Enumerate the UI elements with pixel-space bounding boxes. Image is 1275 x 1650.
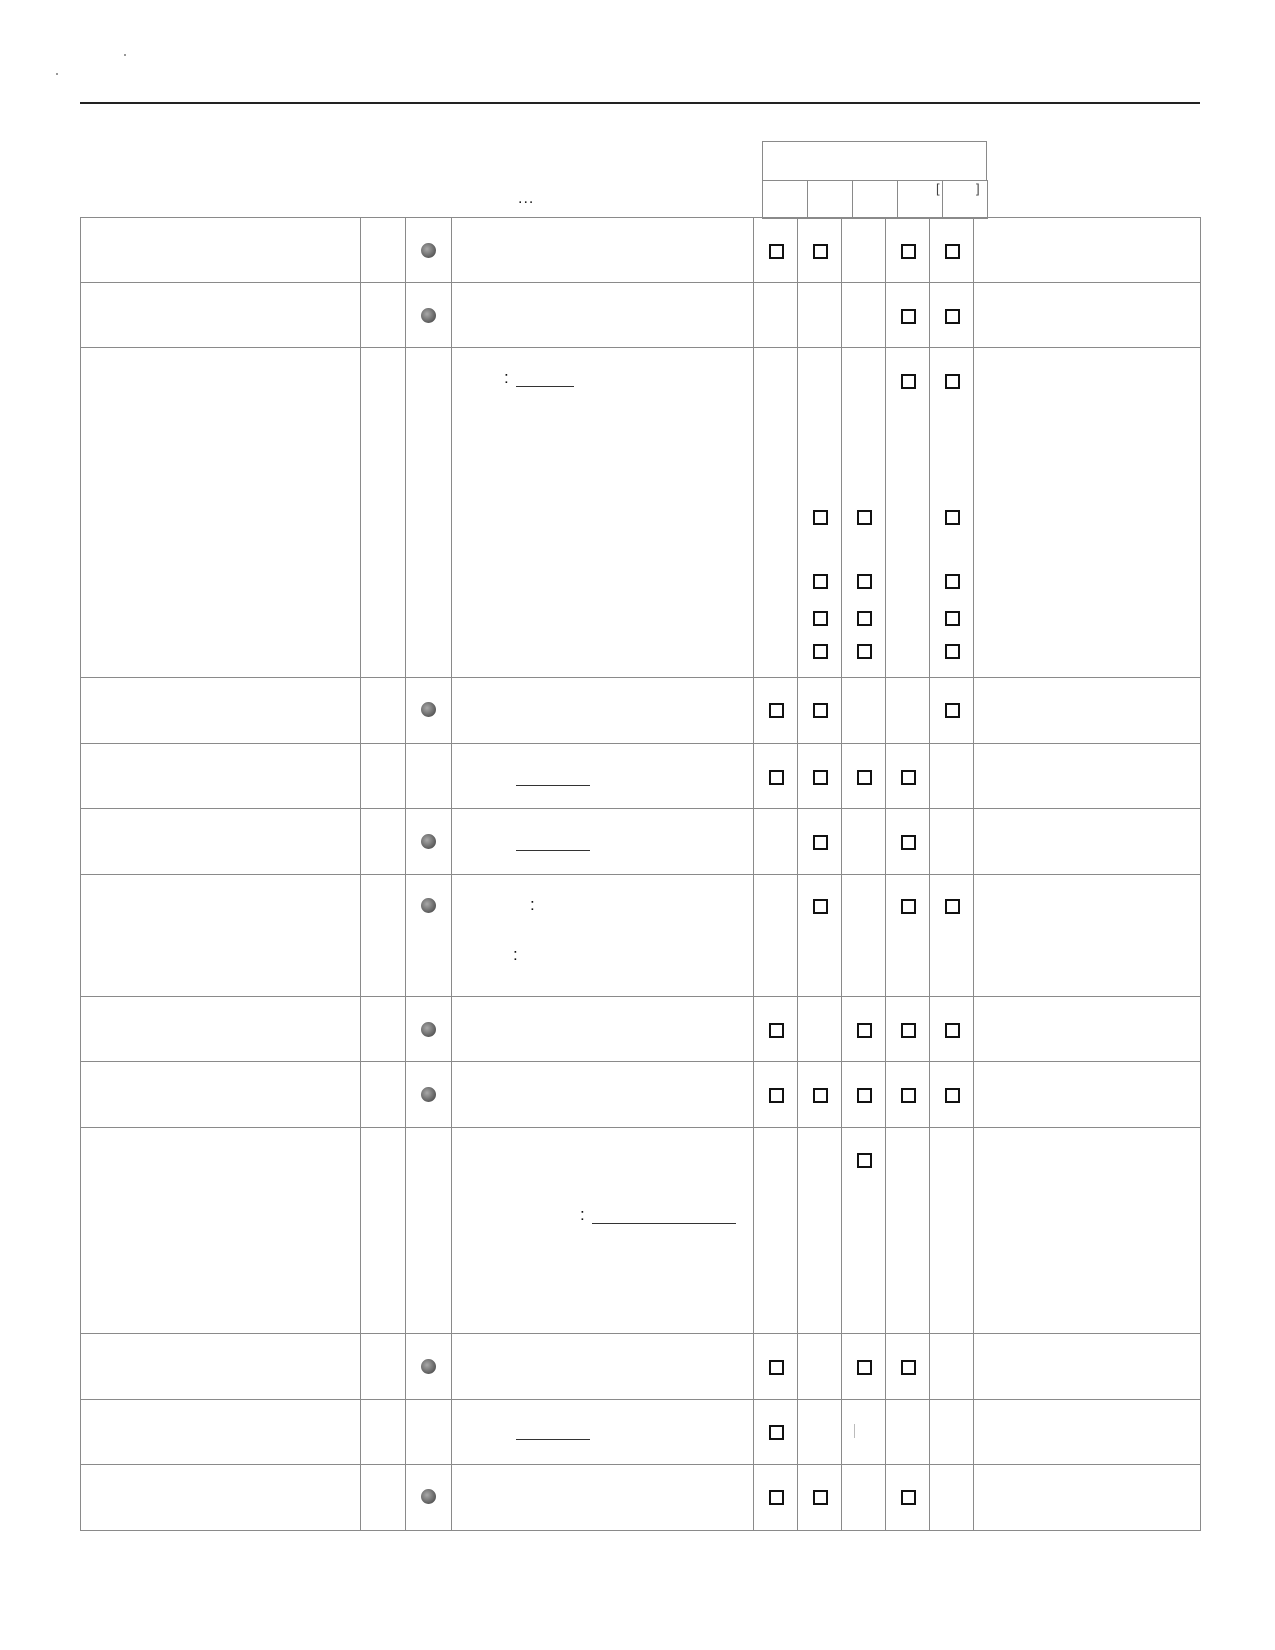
bracket-mark: ] [976,181,980,196]
checkbox[interactable] [857,1360,872,1375]
checkbox[interactable] [769,703,784,718]
code-cell [361,1062,406,1128]
checkbox[interactable] [901,1490,916,1505]
bracket-mark: [ [936,181,940,196]
checkbox[interactable] [901,309,916,324]
checkbox[interactable] [945,703,960,718]
checkbox[interactable] [769,770,784,785]
header-ellipsis: ... [518,190,535,207]
checkbox[interactable] [813,574,828,589]
comments-cell [974,875,1201,997]
status-dot [421,1359,436,1374]
code-cell [361,744,406,809]
checkbox[interactable] [769,1425,784,1440]
fill-in-line[interactable] [516,785,590,786]
code-cell [361,348,406,678]
checkbox[interactable] [945,611,960,626]
details-cell [452,1128,754,1334]
details-cell [452,1465,754,1531]
column-group-header [762,141,987,181]
status-cell [406,1334,452,1400]
checklist-table [80,217,1201,1531]
code-cell [361,1400,406,1465]
status-cell [406,283,452,348]
status-cell [406,678,452,744]
checkbox[interactable] [945,644,960,659]
column-header [943,181,988,219]
code-cell [361,997,406,1062]
field-colon: : [513,945,518,964]
checkbox[interactable] [813,611,828,626]
checkbox[interactable] [945,1023,960,1038]
checkbox[interactable] [901,899,916,914]
item-name-cell [81,1400,361,1465]
comments-cell [974,1334,1201,1400]
details-cell [452,283,754,348]
comments-cell [974,218,1201,283]
code-cell [361,1465,406,1531]
details-cell [452,1062,754,1128]
checkbox[interactable] [901,1088,916,1103]
status-dot [421,1022,436,1037]
scan-speck [56,73,58,75]
checkbox[interactable] [857,770,872,785]
item-name-cell [81,348,361,678]
checkbox[interactable] [813,1088,828,1103]
checkbox[interactable] [901,374,916,389]
status-dot [421,834,436,849]
scan-speck [124,54,126,56]
checkbox-column-headers [762,180,988,219]
status-cell [406,1062,452,1128]
field-colon: : [530,895,535,914]
comments-cell [974,1400,1201,1465]
checkbox[interactable] [857,644,872,659]
status-dot [421,898,436,913]
comments-cell [974,1128,1201,1334]
table-row [81,283,1201,348]
code-cell [361,1334,406,1400]
item-name-cell [81,997,361,1062]
checkbox[interactable] [857,1088,872,1103]
details-cell [452,809,754,875]
field-colon: : [504,368,509,387]
checkbox[interactable] [945,899,960,914]
comments-cell [974,809,1201,875]
checkbox[interactable] [857,1153,872,1168]
item-name-cell [81,218,361,283]
checkbox[interactable] [769,244,784,259]
checkbox[interactable] [813,510,828,525]
checkbox[interactable] [945,244,960,259]
checkbox[interactable] [813,1490,828,1505]
comments-cell [974,1465,1201,1531]
item-name-cell [81,1334,361,1400]
item-name-cell [81,809,361,875]
fill-in-line[interactable] [516,1439,590,1440]
checkbox[interactable] [813,244,828,259]
code-cell [361,678,406,744]
status-cell [406,1465,452,1531]
details-cell [452,997,754,1062]
checkbox[interactable] [857,611,872,626]
checkbox[interactable] [945,574,960,589]
details-cell [452,218,754,283]
table-row [81,809,1201,875]
checkbox[interactable] [769,1023,784,1038]
comments-cell [974,348,1201,678]
comments-cell [974,744,1201,809]
status-dot [421,1087,436,1102]
table-row [81,1334,1201,1400]
faint-mark [854,1424,855,1438]
table-row [81,1465,1201,1531]
table-row [81,875,1201,997]
status-dot [421,308,436,323]
checkbox[interactable] [945,510,960,525]
status-cell [406,997,452,1062]
status-cell [406,809,452,875]
details-cell [452,348,754,678]
checkbox[interactable] [901,835,916,850]
field-colon: : [580,1205,585,1224]
column-header [763,181,808,219]
status-dot [421,702,436,717]
checkbox[interactable] [901,770,916,785]
column-header [853,181,898,219]
item-name-cell [81,1062,361,1128]
details-cell [452,1400,754,1465]
table-row [81,218,1201,283]
item-name-cell [81,283,361,348]
item-name-cell [81,744,361,809]
checkbox[interactable] [945,1088,960,1103]
details-cell [452,875,754,997]
table-row [81,348,1201,678]
code-cell [361,283,406,348]
item-name-cell [81,875,361,997]
checkbox[interactable] [813,703,828,718]
status-cell [406,1128,452,1334]
status-cell [406,1400,452,1465]
checkbox[interactable] [857,510,872,525]
item-name-cell [81,1465,361,1531]
status-cell [406,218,452,283]
table-row [81,997,1201,1062]
checkbox[interactable] [769,1360,784,1375]
status-cell [406,348,452,678]
details-cell [452,744,754,809]
checkbox[interactable] [901,1023,916,1038]
checkbox[interactable] [813,899,828,914]
comments-cell [974,678,1201,744]
status-dot [421,1489,436,1504]
checkbox[interactable] [769,1490,784,1505]
checkbox[interactable] [857,1023,872,1038]
fill-in-line[interactable] [592,1223,736,1224]
status-cell [406,875,452,997]
checkbox[interactable] [813,835,828,850]
table-row [81,1128,1201,1334]
checkbox[interactable] [901,244,916,259]
code-cell [361,875,406,997]
code-cell [361,218,406,283]
checkbox[interactable] [901,1360,916,1375]
fill-in-line[interactable] [516,850,590,851]
checkbox[interactable] [857,574,872,589]
status-cell [406,744,452,809]
column-header [808,181,853,219]
details-cell [452,678,754,744]
table-row [81,1062,1201,1128]
table-row [81,678,1201,744]
comments-cell [974,997,1201,1062]
comments-cell [974,1062,1201,1128]
item-name-cell [81,678,361,744]
checkbox[interactable] [769,1088,784,1103]
checkbox[interactable] [945,374,960,389]
checkbox[interactable] [813,644,828,659]
details-cell [452,1334,754,1400]
table-row [81,744,1201,809]
checkbox[interactable] [813,770,828,785]
code-cell [361,809,406,875]
fill-in-line[interactable] [516,386,574,387]
status-dot [421,243,436,258]
code-cell [361,1128,406,1334]
comments-cell [974,283,1201,348]
header-rule [80,102,1200,104]
checkbox[interactable] [945,309,960,324]
table-row [81,1400,1201,1465]
item-name-cell [81,1128,361,1334]
